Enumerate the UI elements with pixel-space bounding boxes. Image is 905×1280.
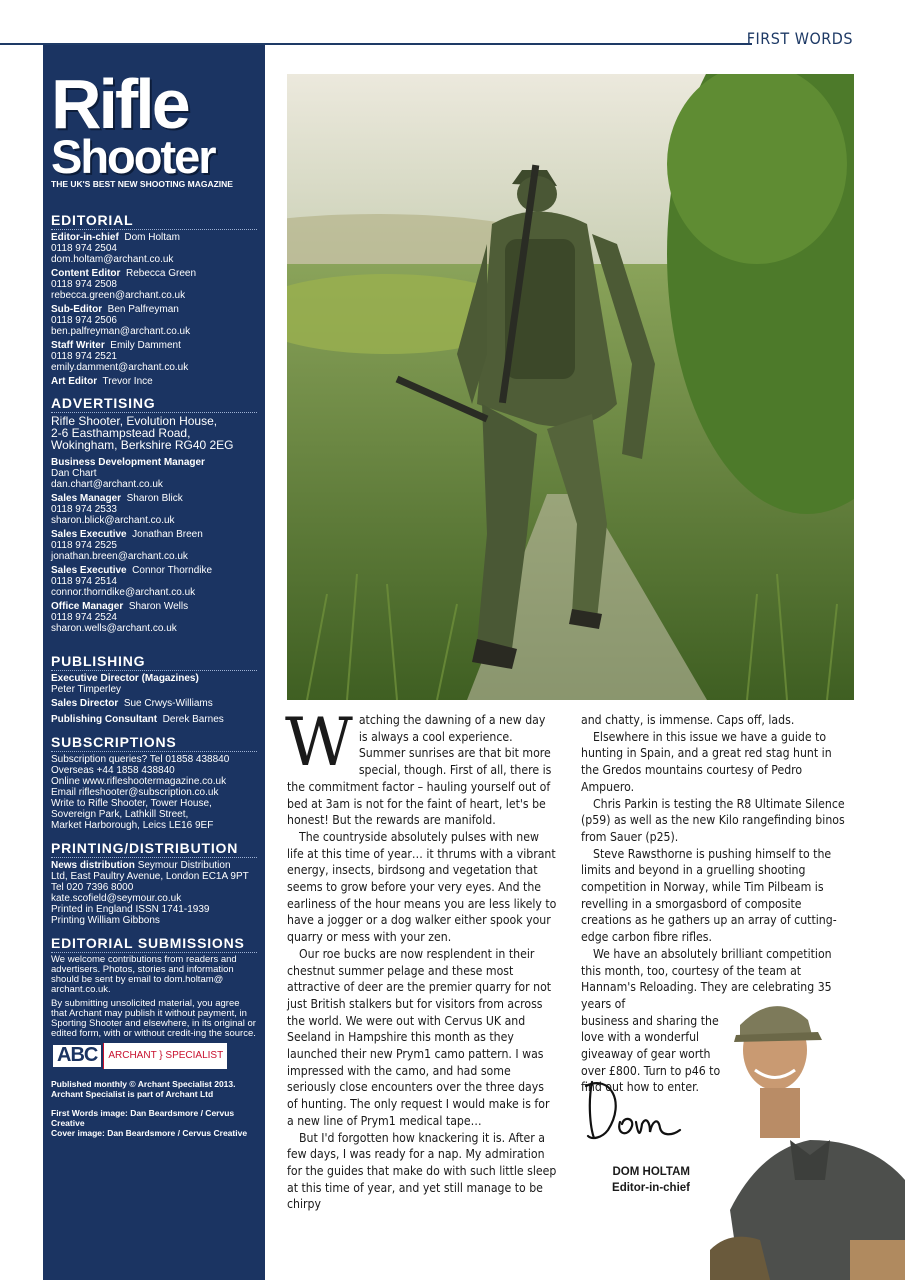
- drop-cap: W: [285, 704, 353, 781]
- archant-specialist-logo: ARCHANT } SPECIALIST: [103, 1043, 227, 1069]
- art-editor: Art Editor Trevor Ince: [51, 375, 153, 387]
- rifle-shooter-logo: [51, 65, 257, 190]
- article-paragraph-2: The countryside absolutely pulses with new life at this time of year… it thrums with a vibrant energy, insects, birdsong and vegetation that seems to grow before your very eyes. And the earliness of the hour means you are less likely to have a jogger or a dog walker either spook your quarry or mess with your zen.: [287, 829, 557, 945]
- advertising-contact: Office Manager Sharon Wells 0118 974 2524 sharon.wells@archant.co.uk: [51, 600, 189, 634]
- article-paragraph-4: But I'd forgotten how knackering it is. After a few days, I was ready for a nap. My admiration for the guides that make do with such little sleep at this time of year, and yet still manage to be chirpy: [287, 1130, 557, 1212]
- advertising-heading: ADVERTISING: [51, 395, 257, 413]
- advertising-contact: Sales Executive Jonathan Breen 0118 974 2525 jonathan.breen@archant.co.uk: [51, 528, 203, 562]
- signoff-name: DOM HOLTAM: [612, 1166, 690, 1178]
- subscriptions-info: Subscription queries? Tel 01858 438840 Overseas +44 1858 438840 Online www.rifleshootermagazine.co.uk Email rifleshooter@subscription.co.uk Write to Rifle Shooter, Tower House, Sovereign Park, Lathkill Street, Market Harborough, Leics LE16 9EF: [51, 753, 230, 831]
- advertising-contact: Sales Manager Sharon Blick 0118 974 2533 sharon.blick@archant.co.uk: [51, 492, 183, 526]
- editor-signature: [580, 1072, 690, 1152]
- article-paragraph-6: Chris Parkin is testing the R8 Ultimate Silence (p59) as well as the new Kilo rangefinding binos from Sauer (p25).: [581, 796, 845, 844]
- printing-heading: PRINTING/DISTRIBUTION: [51, 840, 257, 858]
- editorial-heading: EDITORIAL: [51, 212, 257, 230]
- advertising-address: Rifle Shooter, Evolution House, 2-6 Easthampstead Road, Wokingham, Berkshire RG40 2EG: [51, 413, 234, 452]
- editorial-contact: Editor-in-chief Dom Holtam 0118 974 2504 dom.holtam@archant.co.uk: [51, 231, 180, 265]
- editorial-contact: Content Editor Rebecca Green 0118 974 2508 rebecca.green@archant.co.uk: [51, 267, 197, 301]
- article-paragraph-5: Elsewhere in this issue we have a guide to hunting in Spain, and a great red stag hunt in the Gredos mountains courtesy of Pedro Ampuero.: [581, 729, 832, 794]
- hunter-illustration: [287, 74, 854, 700]
- masthead-sidebar: [43, 45, 265, 1280]
- editorial-contact: Sub-Editor Ben Palfreyman 0118 974 2506 ben.palfreyman@archant.co.uk: [51, 303, 191, 337]
- advertising-contact: Sales Executive Connor Thorndike 0118 974 2514 connor.thorndike@archant.co.uk: [51, 564, 213, 598]
- printing-info: News distribution Seymour Distribution Ltd, East Paultry Avenue, London EC1A 9PT Tel 020 7396 8000 kate.scofield@seymour.co.uk Printed in England ISSN 1741-1939 Printing William Gibbons: [51, 859, 249, 926]
- publishing-heading: PUBLISHING: [51, 653, 257, 671]
- logo-line2: Shooter: [51, 129, 215, 183]
- editor-photo: [700, 980, 905, 1280]
- signoff: [590, 1164, 690, 1196]
- sales-director: Sales Director Sue Crwys-Williams: [51, 697, 213, 709]
- article-paragraph-4-cont: and chatty, is immense. Caps off, lads.: [581, 713, 795, 727]
- bdm-contact: Business Development Manager Dan Chart dan.chart@archant.co.uk: [51, 456, 205, 490]
- signoff-title: Editor-in-chief: [612, 1182, 690, 1194]
- submissions-heading: EDITORIAL SUBMISSIONS: [51, 935, 257, 953]
- submissions-para1: We welcome contributions from readers and advertisers. Photos, stories and information should be sent by email to dom.holtam@ archant.co.uk.: [51, 953, 237, 995]
- subscriptions-heading: SUBSCRIPTIONS: [51, 734, 257, 752]
- article-paragraph-8: We have an absolutely brilliant competition this month, too, courtesy of the team at Hannam's Reloading. They are celebrating 35 years of: [581, 946, 832, 1011]
- article-paragraph-1: Watching the dawning of a new day is always a cool experience. Summer sunrises are that bit more special, though. First of all, there is the commitment factor – hauling yourself out of bed at 3am is not for the faint of heart, let's be honest! But the rewards are manifold.: [285, 704, 552, 828]
- section-label: FIRST WORDS: [746, 29, 853, 48]
- logo-line1: Rifle: [51, 65, 188, 143]
- submissions-para2: By submitting unsolicited material, you agree that Archant may publish it without payment, in Sporting Shooter and elsewhere, in its original or edited form, with or without credit-ing the source.: [51, 997, 256, 1039]
- article-column-1: [285, 704, 557, 1213]
- exec-director: Executive Director (Magazines) Peter Timperley: [51, 672, 199, 695]
- publishing-footer: Published monthly © Archant Specialist 2013. Archant Specialist is part of Archant Ltd First Words image: Dan Beardsmore / Cervus Creative Cover image: Dan Beardsmore / Cervus Creative: [51, 1078, 248, 1138]
- article-paragraph-3: Our roe bucks are now resplendent in their chestnut summer pelage and these most attractive of deer are the premier quarry for not just British stalkers but for visitors from across the world. We were out with Cervus UK and Seeland in Hampshire this month as they launched their new Prym1 camo pattern. I was impressed with the camo, and had some seriously close encounters over the three days of hunting. The only request I would make is for a new line of Prym1 medical tape…: [287, 946, 552, 1128]
- publishing-consultant: Publishing Consultant Derek Barnes: [51, 713, 224, 725]
- abc-logo: ABC: [51, 1043, 103, 1069]
- editorial-contact: Staff Writer Emily Damment 0118 974 2521 emily.damment@archant.co.uk: [51, 339, 189, 373]
- logo-tagline: THE UK'S BEST NEW SHOOTING MAGAZINE: [51, 179, 233, 190]
- article-paragraph-7: Steve Rawsthorne is pushing himself to the limits and beyond in a gruelling shooting competition in Norway, while Tim Pilbeam is revelling in a smorgasbord of composite creations as he gathers up an array of cutting-edge carbon fibre rifles.: [581, 846, 837, 945]
- abc-archant-badges: [51, 1043, 257, 1069]
- article-paragraph-8-narrow: business and sharing the love with a wonderful giveaway of gear worth over £800. Turn to p46 to find out how to enter.: [581, 1013, 721, 1095]
- hero-photo-hunter: [287, 74, 854, 700]
